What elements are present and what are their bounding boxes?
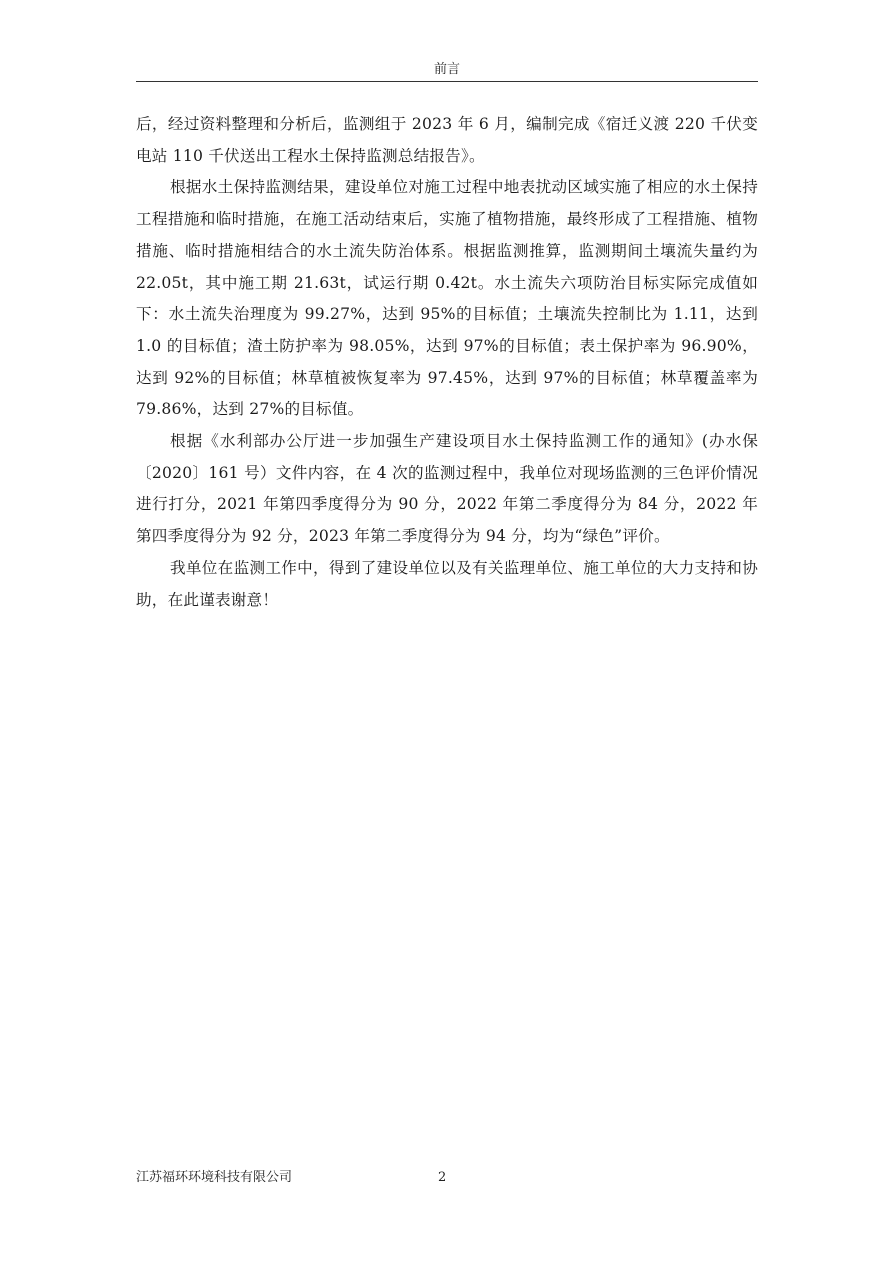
header-title: 前言 <box>433 62 460 77</box>
paragraph-monitoring-results: 根据水土保持监测结果，建设单位对施工过程中地表扰动区域实施了相应的水土保持工程措施和临时措施，在施工活动结束后，实施了植物措施，最终形成了工程措施、植物措施、临时措施相结合的水土流失防治体系。根据监测推算，监测期间土壤流失量约为 22.05t，其中施工期 21.63t，试运行期 0.42t。水土流失六项防治目标实际完成值如下：水土流失治理度为 99.27%，达到 95%的目标值；土壤流失控制比为 1.11，达到 1.0 的目标值；渣土防护率为 98.05%，达到 97%的目标值；表土保护率为 96.90%，达到 92%的目标值；林草植被恢复率为 97.45%，达到 97%的目标值；林草覆盖率为 79.86%，达到 27%的目标值。 <box>136 178 758 419</box>
paragraph-acknowledgement: 我单位在监测工作中，得到了建设单位以及有关监理单位、施工单位的大力支持和协助，在此谨表谢意！ <box>136 558 758 609</box>
paragraph-continuation: 后，经过资料整理和分析后，监测组于 2023 年 6 月，编制完成《宿迁义渡 220 千伏变电站 110 千伏送出工程水土保持监测总结报告》。 <box>136 115 758 165</box>
footer-company-name: 江苏福环环境科技有限公司 <box>136 1170 293 1185</box>
page-number: 2 <box>438 1170 447 1185</box>
paragraph-three-color-evaluation: 根据《水利部办公厅进一步加强生产建设项目水土保持监测工作的通知》(办水保〔2020〕161 号）文件内容，在 4 次的监测过程中，我单位对现场监测的三色评价情况进行打分，2021 年第四季度得分为 90 分，2022 年第二季度得分为 84 分，2022 年第四季度得分为 92 分，2023 年第二季度得分为 94 分，均为“绿色”评价。 <box>136 432 758 546</box>
page-header <box>136 60 758 82</box>
page-footer <box>136 1168 758 1190</box>
document-body <box>136 109 758 616</box>
